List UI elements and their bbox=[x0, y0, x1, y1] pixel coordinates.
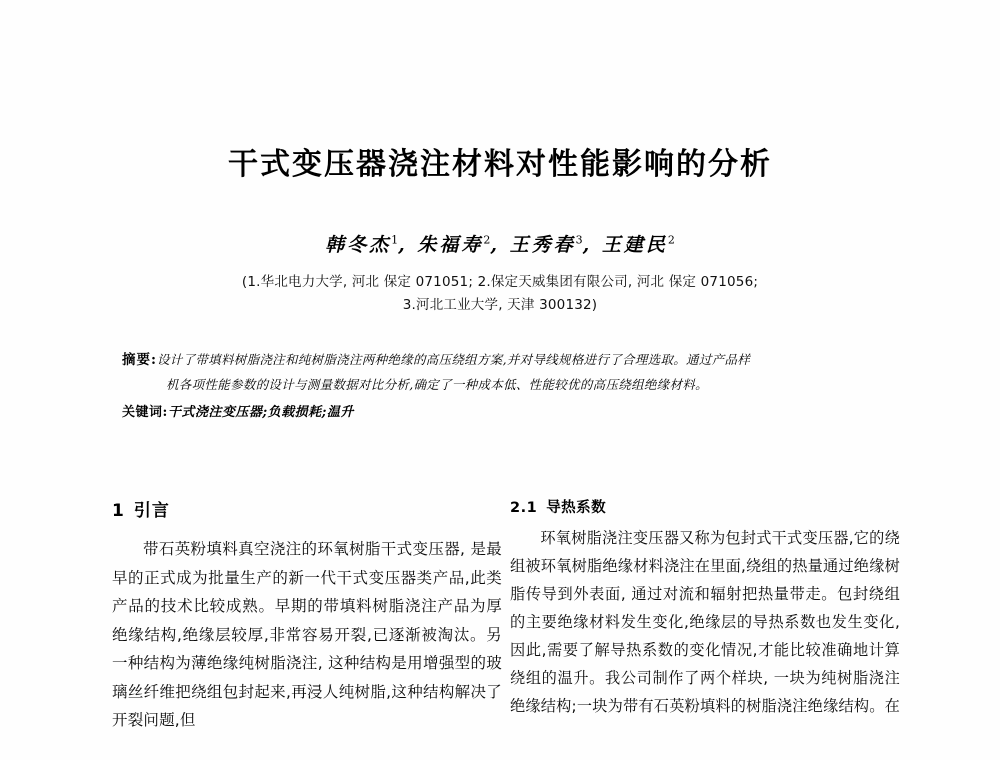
page-title: 干式变压器浇注材料对性能影响的分析 bbox=[228, 147, 772, 182]
keywords-block bbox=[122, 402, 882, 424]
abstract-text-line-2: 机各项性能参数的设计与测量数据对比分析,确定了一种成本低、性能较优的高压绕组绝缘材料。 bbox=[166, 376, 708, 392]
title-block bbox=[0, 0, 1000, 318]
affiliation-line: 3.河北工业大学, 天津 300132) bbox=[402, 297, 598, 314]
author-name: 韩冬杰 bbox=[325, 233, 392, 256]
author-name: 王秀春 bbox=[509, 233, 576, 256]
paragraph-introduction: 带石英粉填料真空浇注的环氧树脂干式变压器, 是最早的正式成为批量生产的新一代干式变压器类产品,此类产品的技术比较成熟。早期的带填料树脂浇注产品为厚绝缘结构,绝缘层较厚,非常容易开裂,已逐渐被淘汰。另一种结构为薄绝缘纯树脂浇注, 这种结构是用增强型的玻璃丝纤维把绕组包封起来,再浸人纯树脂,这种结构解决了开裂问题,但 bbox=[112, 540, 502, 730]
abstract-block bbox=[122, 348, 882, 396]
author-affil-marker: 3 bbox=[575, 233, 583, 247]
column-right bbox=[510, 496, 900, 735]
author-affil-marker: 2 bbox=[667, 233, 675, 247]
section-title: 导热系数 bbox=[546, 500, 607, 516]
author-name: 王建民 bbox=[601, 233, 668, 256]
author-name: 朱福寿 bbox=[417, 233, 484, 256]
section-heading-thermal-conductivity bbox=[510, 496, 900, 517]
keywords-label: 关键词: bbox=[122, 404, 168, 420]
section-title: 引言 bbox=[133, 501, 170, 521]
abstract-text-line-1: 设计了带填料树脂浇注和纯树脂浇注两种绝缘的高压绕组方案,并对导线规格进行了合理选取。通过产品样 bbox=[156, 351, 751, 367]
author-affil-marker: 1 bbox=[391, 233, 399, 247]
author-list: 韩冬杰$^1$, 朱福寿$^2$, 王秀春$^3$, 王建民$^2$ bbox=[325, 233, 675, 256]
keywords-value: 干式浇注变压器;负载损耗;温升 bbox=[167, 404, 354, 420]
abstract-label: 摘要: bbox=[122, 351, 157, 368]
section-number: 2.1 bbox=[510, 500, 538, 516]
section-number: 1 bbox=[112, 501, 125, 521]
body-columns bbox=[0, 496, 1000, 735]
affiliation-line: (1.华北电力大学, 河北 保定 071051; 2.保定天威集团有限公司, 河北 保定 071056; bbox=[241, 273, 759, 290]
author-affil-marker: 2 bbox=[483, 233, 491, 247]
column-left bbox=[112, 496, 502, 735]
section-heading-introduction bbox=[112, 496, 502, 521]
paragraph-thermal-conductivity: 环氧树脂浇注变压器又称为包封式干式变压器,它的绕组被环氧树脂绝缘材料浇注在里面,绕组的热量通过绝缘树脂传导到外表面, 通过对流和辐射把热量带走。包封绕组的主要绝缘材料发生变化,绝缘层的导热系数也发生变化,因此,需要了解导热系数的变化情况,才能比较准确地计算绕组的温升。我公司制作了两个样块, 一块为纯树脂浇注绝缘结构;一块为带有石英粉填料的树脂浇注绝缘结构。在 bbox=[510, 529, 901, 715]
affiliation-block bbox=[0, 271, 1000, 318]
